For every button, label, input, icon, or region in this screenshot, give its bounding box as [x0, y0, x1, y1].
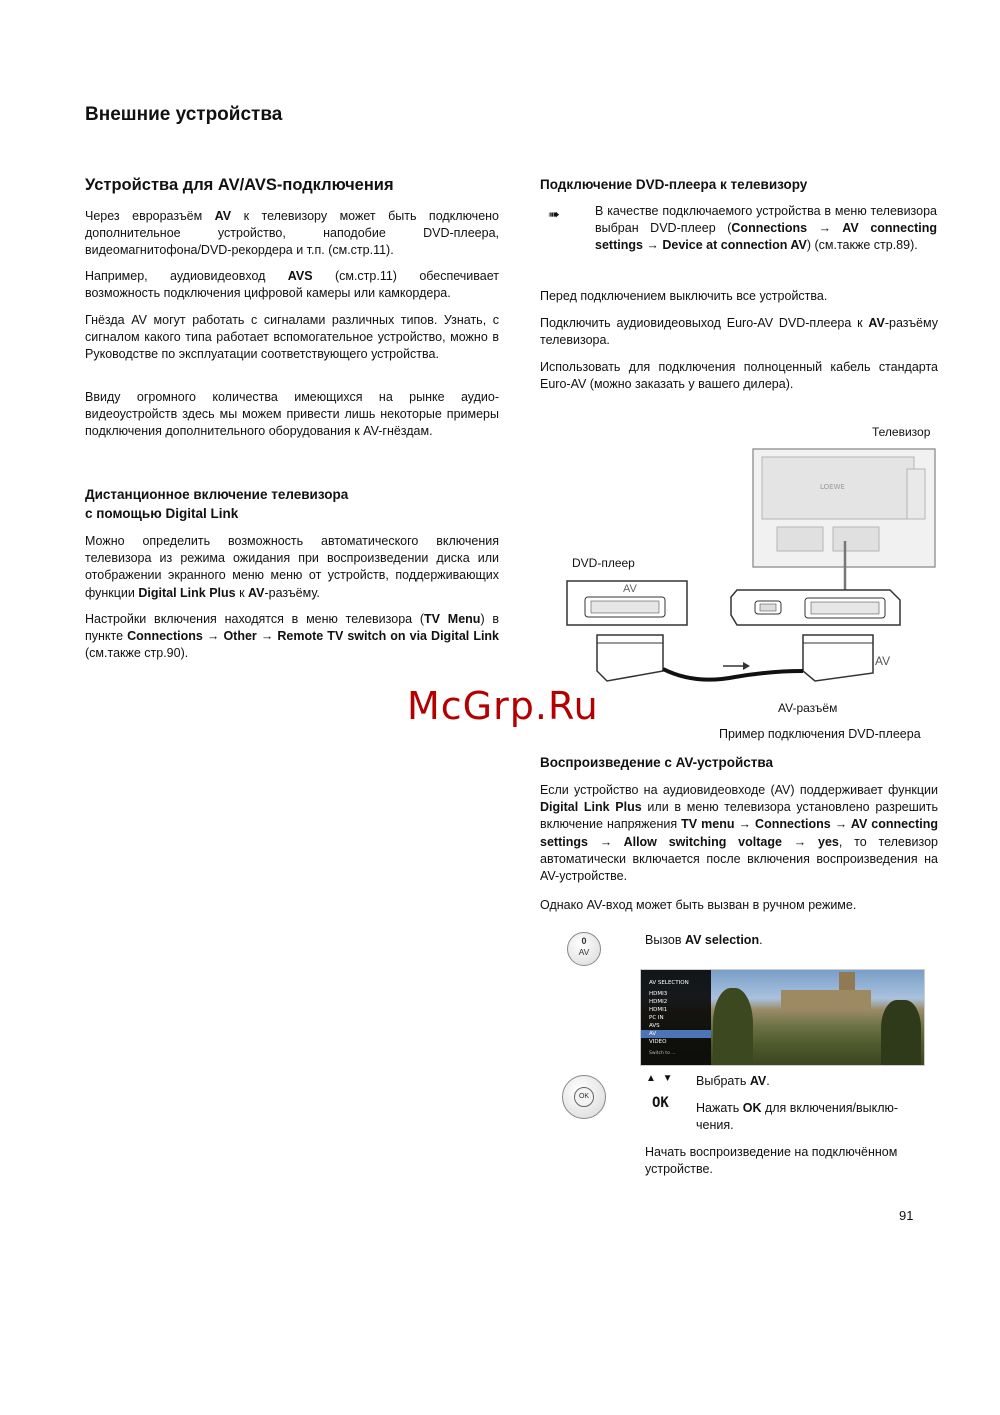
av-menu-panel: [641, 970, 711, 1065]
step-3: Нажать OK для включения/выклю-чения.: [696, 1101, 899, 1133]
av-menu-item[interactable]: PC IN: [649, 1015, 664, 1021]
connector-label: AV-разъём: [778, 701, 838, 715]
scart-plug-dvd: [597, 635, 663, 681]
section-title-av-avs: Устройства для AV/AVS-подключения: [85, 176, 394, 194]
av-menu-item[interactable]: HDMI3: [649, 991, 668, 997]
paragraph-1: Через евроразъём AV к телевизору может быть подключено дополнительное устройство, наподобие DVD-плеера, видеомагнитофона/DVD-рекордера и т.п. (см.стр.11).: [85, 209, 499, 258]
paragraph-3: Гнёзда AV могут работать с сигналами различных типов. Узнать, с сигналом какого типа работает вспомогательное устройство, можно в Руководстве по эксплуатации соответствующего устройства.: [85, 313, 499, 362]
section-title-av-playback: Воспроизведение с AV-устройства: [540, 755, 773, 770]
section-title-remote-on: Дистанционное включение телевизора с помощью Digital Link: [85, 487, 349, 521]
diagram-caption: Пример подключения DVD-плеера: [719, 727, 921, 741]
av-remote-button[interactable]: [567, 932, 601, 966]
av-menu-item[interactable]: HDMI2: [649, 999, 668, 1005]
tree-shape: [713, 988, 753, 1066]
paragraph-5: Можно определить возможность автоматического включения телевизора из режима ожидания при воспроизведении диска или отображении экранного меню меню от устройств, поддерживающих функции Digital Link Plus к AV-разъёму.: [85, 534, 499, 600]
paragraph-4: Ввиду огромного количества имеющихся на рынке аудио-видеоустройств здесь мы можем привести лишь некоторые примеры подключения дополнительного оборудования к AV-гнёздам.: [85, 390, 499, 439]
tree-shape: [881, 1000, 921, 1066]
step-1: Вызов AV selection.: [645, 933, 763, 947]
av-menu-item[interactable]: AV: [641, 1030, 711, 1038]
dvd-player-illustration: [567, 581, 687, 625]
av-menu-item[interactable]: VIDEO: [649, 1039, 667, 1045]
step-4: Начать воспроизведение на подключённом устройстве.: [645, 1145, 898, 1177]
tv-label: Телевизор: [872, 425, 931, 439]
ok-label: OK: [652, 1095, 669, 1111]
av-selection-screenshot: [640, 969, 925, 1066]
av-menu-item[interactable]: AVS: [649, 1023, 660, 1029]
dvd-av-port-label: AV: [623, 583, 637, 595]
note-arrow-icon: ➠: [548, 206, 560, 222]
dvd-label: DVD-плеер: [572, 556, 635, 570]
av-menu-item[interactable]: HDMI1: [649, 1007, 668, 1013]
av-menu-title: AV SELECTION: [649, 980, 689, 986]
section-title-dvd: Подключение DVD-плеера к телевизору: [540, 177, 808, 192]
watermark: McGrp.Ru: [407, 684, 599, 728]
tv-connector-panel: [731, 590, 900, 625]
av-menu-footer: Switch to ...: [649, 1051, 676, 1056]
paragraph-10: Если устройство на аудиовидеовходе (AV) поддерживает функции Digital Link Plus или в меню телевизора установлено разрешить включение напряжения TV menu → Connections → AV connecting settings → Allow switching voltage → yes, то телевизор автоматически включается после включения воспроизведения на AV-устройстве.: [540, 783, 938, 884]
paragraph-2: Например, аудиовидеовход AVS (см.стр.11) обеспечивает возможность подключения цифровой камеры или камкордера.: [85, 269, 500, 301]
scart-plug-tv: [803, 635, 873, 681]
av-button-digit: 0: [581, 936, 587, 946]
connection-diagram: [555, 445, 945, 695]
paragraph-7: Перед подключением выключить все устройства.: [540, 289, 828, 303]
step-2: Выбрать AV.: [696, 1074, 770, 1088]
building-shape: [781, 990, 871, 1010]
euro-av-cable: [663, 669, 803, 680]
ok-remote-button[interactable]: [562, 1075, 606, 1119]
page-title: Внешние устройства: [85, 104, 283, 125]
ok-center-button[interactable]: OK: [574, 1087, 594, 1107]
tv-logo: LOEWE: [820, 483, 845, 491]
av-button-label: AV: [578, 947, 590, 957]
paragraph-8: Подключить аудиовидеовыход Euro-AV DVD-плеера к AV-разъёму телевизора.: [540, 316, 938, 348]
paragraph-11: Однако AV-вход может быть вызван в ручном режиме.: [540, 898, 857, 912]
page-number: 91: [899, 1208, 914, 1223]
paragraph-6: Настройки включения находятся в меню телевизора (TV Menu) в пункте Connections → Other → Remote TV switch on via Digital Link (см.также стр.90).: [85, 612, 500, 661]
paragraph-9: Использовать для подключения полноценный кабель стандарта Euro-AV (можно заказать у вашего дилера).: [540, 360, 938, 392]
av-menu-list: [641, 990, 711, 1046]
tv-av-port-label: AV: [875, 654, 891, 668]
up-down-arrow-icon: ▲ ▼: [646, 1073, 675, 1084]
note-paragraph: В качестве подключаемого устройства в меню телевизора выбран DVD-плеер (Connections → AV connecting settings → Device at connection AV) (см.также стр.89).: [595, 204, 937, 253]
